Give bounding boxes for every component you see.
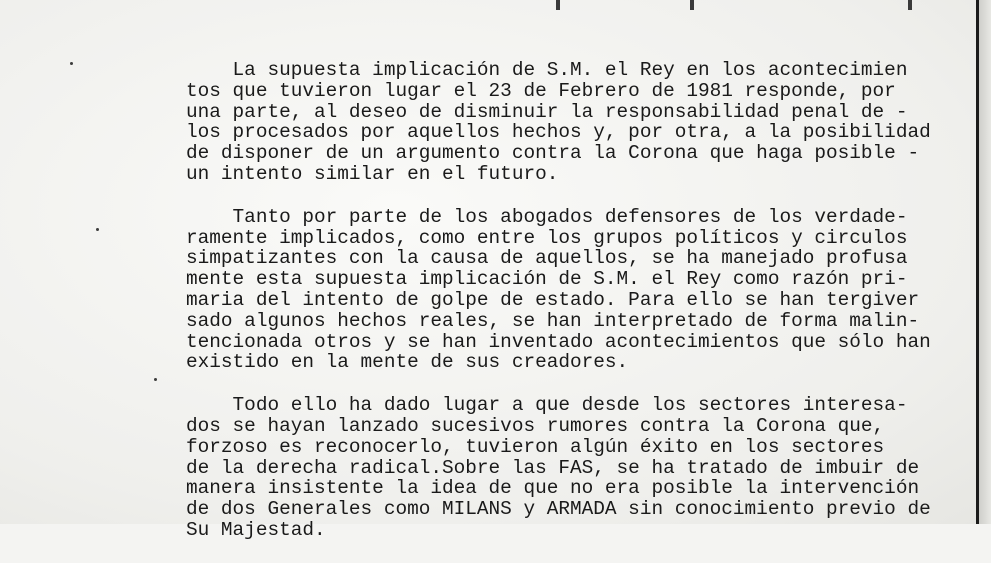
text-line: ramente implicados, como entre los grupos políticos y circulos: [186, 226, 908, 249]
paragraph-3: [186, 395, 966, 541]
text-line: simpatizantes con la causa de aquellos, se ha manejado profusa: [186, 247, 908, 270]
text-line: forzoso es reconocerlo, tuvieron algún éxito en los sectores: [186, 435, 885, 458]
text-line: existido en la mente de sus creadores.: [186, 351, 629, 374]
scan-mark: [908, 0, 912, 10]
text-line: de disponer de un argumento contra la Corona que haga posible -: [186, 142, 920, 165]
paragraph-2: [186, 207, 966, 373]
text-line: La supuesta implicación de S.M. el Rey en los acontecimien: [186, 59, 908, 81]
scan-mark: [690, 0, 694, 10]
paragraph-1: [186, 60, 966, 185]
text-line: una parte, al deseo de disminuir la responsabilidad penal de -: [186, 100, 908, 123]
text-line: de la derecha radical.Sobre las FAS, se ha tratado de imbuir de: [186, 456, 920, 479]
text-line: tencionada otros y se han inventado acontecimientos que sólo han: [186, 330, 931, 353]
scan-mark: [556, 0, 560, 10]
text-line: maria del intento de golpe de estado. Para ello se han tergiver: [186, 288, 920, 311]
scan-speck: [96, 228, 99, 231]
text-line: dos se hayan lanzado sucesivos rumores contra la Corona que,: [186, 414, 885, 437]
text-line: Todo ello ha dado lugar a que desde los sectores interesa-: [186, 394, 908, 417]
document-body: [186, 60, 966, 563]
text-line: manera insistente la idea de que no era posible la intervención: [186, 477, 920, 500]
page-edge-shadow: [979, 0, 991, 524]
text-line: sado algunos hechos reales, se han interpretado de forma malin-: [186, 309, 920, 332]
scan-speck: [154, 378, 157, 381]
scan-speck: [70, 62, 73, 65]
text-line: un intento similar en el futuro.: [186, 162, 559, 185]
text-line: Su Majestad.: [186, 518, 326, 541]
text-line: Tanto por parte de los abogados defensores de los verdade-: [186, 205, 908, 228]
text-line: los procesados por aquellos hechos y, por otra, a la posibilidad: [186, 121, 931, 144]
text-line: de dos Generales como MILANS y ARMADA sin conocimiento previo de: [186, 498, 931, 521]
text-line: tos que tuvieron lugar el 23 de Febrero de 1981 responde, por: [186, 79, 896, 102]
text-line: mente esta supuesta implicación de S.M. el Rey como razón pri-: [186, 268, 908, 291]
